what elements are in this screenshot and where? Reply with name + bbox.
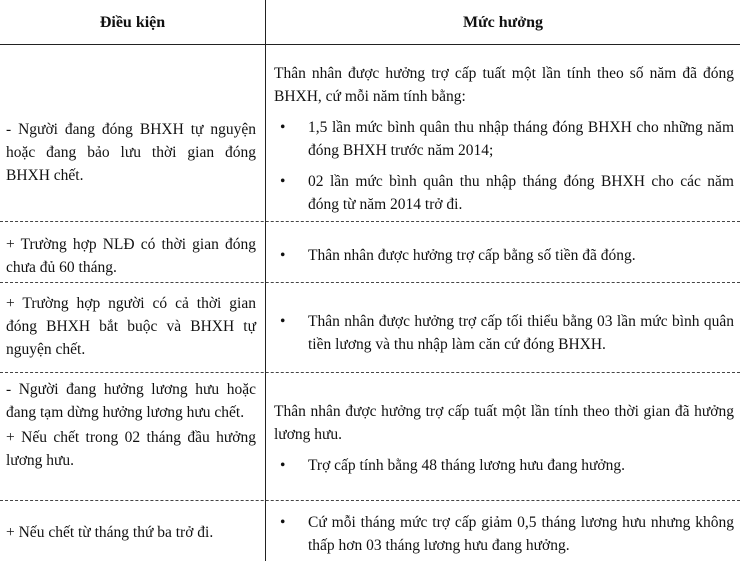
bullet-icon: • xyxy=(280,514,286,531)
row-divider xyxy=(0,221,740,222)
row-2-benefit xyxy=(274,244,734,267)
row-4-benefit xyxy=(274,400,734,477)
bullet-icon: • xyxy=(280,119,286,136)
row-5-benefit xyxy=(274,511,734,557)
row-divider xyxy=(0,372,740,373)
row-4-condition: - Người đang hưởng lương hưu hoặc đang tạm dừng hưởng lương hưu chết. + Nếu chết trong 02 tháng đầu hưởng lương hưu. xyxy=(6,381,256,469)
list-item: • Thân nhân được hưởng trợ cấp tối thiểu bằng 03 lần mức bình quân tiền lương và thu nhập làm căn cứ đóng BHXH. xyxy=(274,310,734,356)
header-divider xyxy=(0,44,740,45)
row-3-benefit xyxy=(274,310,734,356)
row-divider xyxy=(0,500,740,501)
row-1-condition: - Người đang đóng BHXH tự nguyện hoặc đang bảo lưu thời gian đóng BHXH chết. xyxy=(6,121,256,184)
bullet-icon: • xyxy=(280,313,286,330)
list-item: • 1,5 lần mức bình quân thu nhập tháng đóng BHXH cho những năm đóng BHXH trước năm 2014; xyxy=(274,116,734,162)
row-1-intro: Thân nhân được hưởng trợ cấp tuất một lần tính theo số năm đã đóng BHXH, cứ mỗi năm tính bằng: xyxy=(274,65,734,105)
row-1-benefit xyxy=(274,62,734,216)
bullet-icon: • xyxy=(280,457,286,474)
list-item: • Trợ cấp tính bằng 48 tháng lương hưu đang hưởng. xyxy=(274,454,734,477)
list-item: • 02 lần mức bình quân thu nhập tháng đóng BHXH cho các năm đóng từ năm 2014 trở đi. xyxy=(274,170,734,216)
list-item: • Thân nhân được hưởng trợ cấp bằng số tiền đã đóng. xyxy=(274,244,734,267)
row-5-condition: + Nếu chết từ tháng thứ ba trở đi. xyxy=(6,524,214,541)
row-4-intro: Thân nhân được hưởng trợ cấp tuất một lần tính theo thời gian đã hưởng lương hưu. xyxy=(274,403,734,443)
bullet-icon: • xyxy=(280,247,286,264)
row-3-condition: + Trường hợp người có cả thời gian đóng BHXH bắt buộc và BHXH tự nguyện chết. xyxy=(6,295,256,358)
column-divider xyxy=(265,0,266,561)
header-condition: Điều kiện xyxy=(99,13,166,31)
bullet-icon: • xyxy=(280,173,286,190)
row-divider xyxy=(0,282,740,283)
row-2-condition: + Trường hợp NLĐ có thời gian đóng chưa đủ 60 tháng. xyxy=(6,236,256,276)
list-item: • Cứ mỗi tháng mức trợ cấp giảm 0,5 tháng lương hưu nhưng không thấp hơn 03 tháng lương hưu đang hưởng. xyxy=(274,511,734,557)
header-benefit: Mức hưởng xyxy=(462,13,544,31)
